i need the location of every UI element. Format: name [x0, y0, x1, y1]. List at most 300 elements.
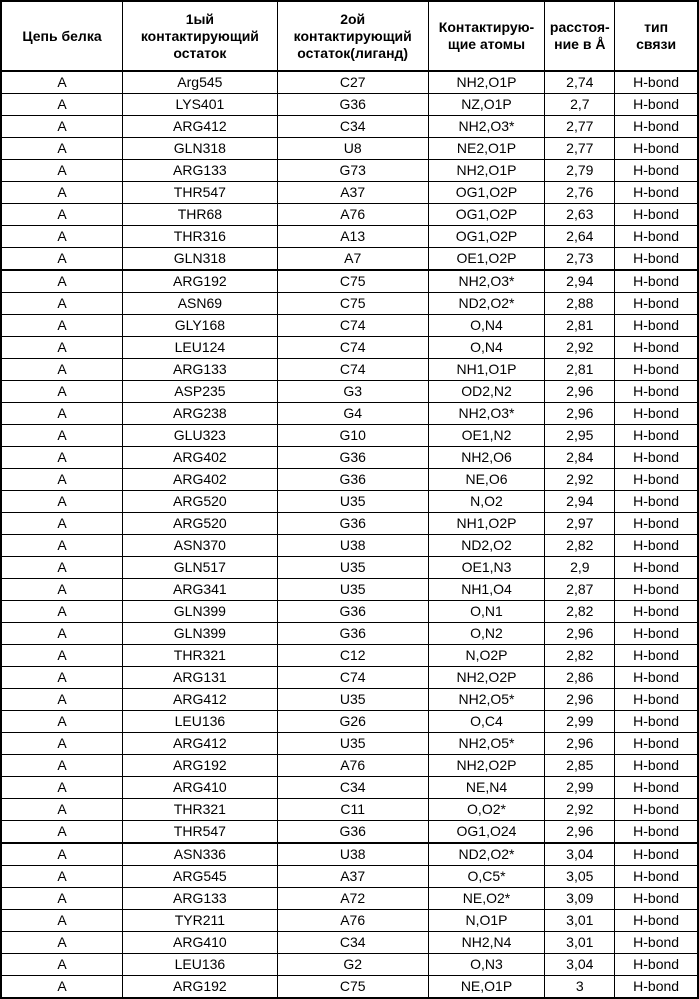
residue1-cell: TYR211: [123, 910, 278, 932]
residue2-cell: C75: [277, 270, 428, 293]
chain-cell: A: [1, 601, 123, 623]
residue2-cell: A76: [277, 910, 428, 932]
residue1-cell: ARG133: [123, 160, 278, 182]
distance-cell: 2,77: [545, 116, 615, 138]
chain-cell: A: [1, 293, 123, 315]
residue1-cell: ARG133: [123, 888, 278, 910]
distance-cell: 2,97: [545, 513, 615, 535]
chain-cell: A: [1, 381, 123, 403]
residue2-cell: G36: [277, 601, 428, 623]
atoms-cell: OD2,N2: [428, 381, 545, 403]
bond-type-cell: H-bond: [615, 226, 698, 248]
bond-type-cell: H-bond: [615, 689, 698, 711]
bond-type-cell: H-bond: [615, 755, 698, 777]
bond-type-cell: H-bond: [615, 910, 698, 932]
atoms-cell: NE2,O1P: [428, 138, 545, 160]
residue1-cell: ARG192: [123, 270, 278, 293]
atoms-cell: NH1,O4: [428, 579, 545, 601]
table-row: [1, 71, 698, 94]
table-row: [1, 160, 698, 182]
header-distance-label: расстоя-ние в Å: [549, 19, 610, 52]
header-bond-type: [615, 1, 698, 71]
chain-cell: A: [1, 226, 123, 248]
chain-cell: A: [1, 954, 123, 976]
chain-cell: A: [1, 799, 123, 821]
residue2-cell: C34: [277, 116, 428, 138]
residue2-cell: C11: [277, 799, 428, 821]
bond-type-cell: H-bond: [615, 447, 698, 469]
bond-type-cell: H-bond: [615, 711, 698, 733]
residue1-cell: GLU323: [123, 425, 278, 447]
atoms-cell: O,N1: [428, 601, 545, 623]
residue1-cell: ASN69: [123, 293, 278, 315]
residue2-cell: G36: [277, 447, 428, 469]
chain-cell: A: [1, 315, 123, 337]
residue2-cell: C27: [277, 71, 428, 94]
bond-type-cell: H-bond: [615, 359, 698, 381]
bond-type-cell: H-bond: [615, 403, 698, 425]
chain-cell: A: [1, 910, 123, 932]
atoms-cell: OG1,O2P: [428, 226, 545, 248]
residue1-cell: LEU124: [123, 337, 278, 359]
residue1-cell: ARG402: [123, 447, 278, 469]
distance-cell: 3: [545, 976, 615, 999]
residue1-cell: ARG410: [123, 777, 278, 799]
residue1-cell: ASP235: [123, 381, 278, 403]
residue1-cell: ASN370: [123, 535, 278, 557]
bond-type-cell: H-bond: [615, 777, 698, 799]
distance-cell: 2,63: [545, 204, 615, 226]
table-row: [1, 932, 698, 954]
atoms-cell: N,O2: [428, 491, 545, 513]
bond-type-cell: H-bond: [615, 888, 698, 910]
atoms-cell: NH2,O1P: [428, 71, 545, 94]
distance-cell: 2,99: [545, 777, 615, 799]
residue2-cell: G36: [277, 469, 428, 491]
table-row: [1, 689, 698, 711]
table-row: [1, 888, 698, 910]
distance-cell: 2,7: [545, 94, 615, 116]
distance-cell: 3,01: [545, 932, 615, 954]
bond-type-cell: H-bond: [615, 667, 698, 689]
atoms-cell: NH2,O5*: [428, 689, 545, 711]
atoms-cell: NH2,O2P: [428, 755, 545, 777]
atoms-cell: O,C5*: [428, 866, 545, 888]
residue1-cell: THR321: [123, 799, 278, 821]
atoms-cell: OE1,O2P: [428, 248, 545, 271]
table-row: [1, 579, 698, 601]
chain-cell: A: [1, 821, 123, 844]
residue2-cell: C34: [277, 777, 428, 799]
atoms-cell: NH2,O6: [428, 447, 545, 469]
table-row: [1, 866, 698, 888]
residue1-cell: ARG192: [123, 755, 278, 777]
chain-cell: A: [1, 623, 123, 645]
table-row: [1, 645, 698, 667]
chain-cell: A: [1, 976, 123, 999]
residue1-cell: LEU136: [123, 711, 278, 733]
table-row: [1, 403, 698, 425]
table-row: [1, 270, 698, 293]
distance-cell: 2,76: [545, 182, 615, 204]
header-residue2: [277, 1, 428, 71]
bond-type-cell: H-bond: [615, 270, 698, 293]
table-row: [1, 315, 698, 337]
chain-cell: A: [1, 359, 123, 381]
residue1-cell: ARG238: [123, 403, 278, 425]
residue1-cell: ARG412: [123, 689, 278, 711]
residue1-cell: ARG133: [123, 359, 278, 381]
residue1-cell: GLN318: [123, 138, 278, 160]
distance-cell: 2,74: [545, 71, 615, 94]
residue1-cell: ARG545: [123, 866, 278, 888]
distance-cell: 2,96: [545, 403, 615, 425]
distance-cell: 2,96: [545, 623, 615, 645]
chain-cell: A: [1, 843, 123, 866]
table-row: [1, 601, 698, 623]
distance-cell: 2,86: [545, 667, 615, 689]
table-row: [1, 557, 698, 579]
residue2-cell: C12: [277, 645, 428, 667]
residue1-cell: GLN399: [123, 623, 278, 645]
residue2-cell: C74: [277, 667, 428, 689]
table-row: [1, 381, 698, 403]
residue1-cell: LEU136: [123, 954, 278, 976]
chain-cell: A: [1, 866, 123, 888]
residue2-cell: G26: [277, 711, 428, 733]
residue1-cell: ARG192: [123, 976, 278, 999]
bond-type-cell: H-bond: [615, 557, 698, 579]
residue2-cell: C75: [277, 293, 428, 315]
distance-cell: 2,87: [545, 579, 615, 601]
bond-type-cell: H-bond: [615, 425, 698, 447]
atoms-cell: NH1,O2P: [428, 513, 545, 535]
header-bond-type-label: тип связи: [636, 19, 677, 52]
table-row: [1, 755, 698, 777]
distance-cell: 3,01: [545, 910, 615, 932]
chain-cell: A: [1, 204, 123, 226]
bond-type-cell: H-bond: [615, 601, 698, 623]
bond-type-cell: H-bond: [615, 116, 698, 138]
bond-type-cell: H-bond: [615, 160, 698, 182]
distance-cell: 2,77: [545, 138, 615, 160]
residue1-cell: LYS401: [123, 94, 278, 116]
distance-cell: 2,99: [545, 711, 615, 733]
bond-type-cell: H-bond: [615, 821, 698, 844]
atoms-cell: NH2,N4: [428, 932, 545, 954]
header-residue2-label: 2ой контактирующий остаток(лиганд): [293, 10, 412, 61]
header-row: [1, 1, 698, 71]
residue1-cell: ARG520: [123, 491, 278, 513]
table-row: [1, 843, 698, 866]
atoms-cell: OG1,O2P: [428, 204, 545, 226]
residue1-cell: GLN399: [123, 601, 278, 623]
atoms-cell: NZ,O1P: [428, 94, 545, 116]
residue1-cell: THR321: [123, 645, 278, 667]
residue1-cell: ASN336: [123, 843, 278, 866]
residue1-cell: Arg545: [123, 71, 278, 94]
table-row: [1, 182, 698, 204]
bond-type-cell: H-bond: [615, 623, 698, 645]
chain-cell: A: [1, 94, 123, 116]
atoms-cell: NE,N4: [428, 777, 545, 799]
table-row: [1, 821, 698, 844]
table-row: [1, 667, 698, 689]
table-row: [1, 623, 698, 645]
residue2-cell: U38: [277, 843, 428, 866]
bond-type-cell: H-bond: [615, 182, 698, 204]
header-atoms: [428, 1, 545, 71]
residue2-cell: U35: [277, 557, 428, 579]
atoms-cell: ND2,O2: [428, 535, 545, 557]
table-row: [1, 910, 698, 932]
atoms-cell: NH2,O2P: [428, 667, 545, 689]
chain-cell: A: [1, 535, 123, 557]
bond-type-cell: H-bond: [615, 337, 698, 359]
distance-cell: 2,84: [545, 447, 615, 469]
distance-cell: 2,94: [545, 491, 615, 513]
residue1-cell: THR547: [123, 182, 278, 204]
distance-cell: 2,85: [545, 755, 615, 777]
bond-type-cell: H-bond: [615, 248, 698, 271]
atoms-cell: OG1,O24: [428, 821, 545, 844]
distance-cell: 3,04: [545, 843, 615, 866]
distance-cell: 2,94: [545, 270, 615, 293]
chain-cell: A: [1, 138, 123, 160]
residue1-cell: ARG412: [123, 733, 278, 755]
chain-cell: A: [1, 182, 123, 204]
residue2-cell: A37: [277, 866, 428, 888]
residue1-cell: GLN517: [123, 557, 278, 579]
table-row: [1, 469, 698, 491]
header-residue1-label: 1ый контактирующий остаток: [140, 10, 259, 61]
table-row: [1, 138, 698, 160]
distance-cell: 2,92: [545, 337, 615, 359]
header-chain-label: Цепь белка: [22, 27, 102, 44]
chain-cell: A: [1, 447, 123, 469]
table-row: [1, 733, 698, 755]
residue2-cell: U35: [277, 579, 428, 601]
bond-type-cell: H-bond: [615, 315, 698, 337]
atoms-cell: NH2,O3*: [428, 270, 545, 293]
atoms-cell: OG1,O2P: [428, 182, 545, 204]
bond-type-cell: H-bond: [615, 866, 698, 888]
distance-cell: 2,96: [545, 733, 615, 755]
header-chain: [1, 1, 123, 71]
distance-cell: 3,04: [545, 954, 615, 976]
residue1-cell: ARG402: [123, 469, 278, 491]
table-row: [1, 204, 698, 226]
chain-cell: A: [1, 71, 123, 94]
residue2-cell: G36: [277, 94, 428, 116]
residue2-cell: A76: [277, 755, 428, 777]
atoms-cell: NH2,O5*: [428, 733, 545, 755]
bond-type-cell: H-bond: [615, 954, 698, 976]
table-row: [1, 337, 698, 359]
residue2-cell: G36: [277, 623, 428, 645]
bond-type-cell: H-bond: [615, 94, 698, 116]
chain-cell: A: [1, 248, 123, 271]
chain-cell: A: [1, 777, 123, 799]
bond-type-cell: H-bond: [615, 469, 698, 491]
chain-cell: A: [1, 689, 123, 711]
table-row: [1, 777, 698, 799]
atoms-cell: NH2,O3*: [428, 403, 545, 425]
bond-type-cell: H-bond: [615, 381, 698, 403]
table-row: [1, 293, 698, 315]
chain-cell: A: [1, 337, 123, 359]
residue1-cell: THR316: [123, 226, 278, 248]
chain-cell: A: [1, 116, 123, 138]
table-row: [1, 248, 698, 271]
atoms-cell: N,O2P: [428, 645, 545, 667]
residue2-cell: A76: [277, 204, 428, 226]
residue2-cell: C74: [277, 359, 428, 381]
bond-type-cell: H-bond: [615, 535, 698, 557]
header-residue1: [123, 1, 278, 71]
residue2-cell: C75: [277, 976, 428, 999]
chain-cell: A: [1, 513, 123, 535]
distance-cell: 3,09: [545, 888, 615, 910]
atoms-cell: O,N2: [428, 623, 545, 645]
atoms-cell: O,N4: [428, 315, 545, 337]
table-row: [1, 447, 698, 469]
distance-cell: 2,64: [545, 226, 615, 248]
atoms-cell: ND2,O2*: [428, 293, 545, 315]
table-body: [1, 71, 698, 998]
table-row: [1, 535, 698, 557]
bond-type-cell: H-bond: [615, 579, 698, 601]
residue2-cell: C74: [277, 337, 428, 359]
table-row: [1, 226, 698, 248]
residue2-cell: U8: [277, 138, 428, 160]
distance-cell: 2,96: [545, 689, 615, 711]
atoms-cell: OE1,N2: [428, 425, 545, 447]
residue1-cell: THR547: [123, 821, 278, 844]
chain-cell: A: [1, 888, 123, 910]
distance-cell: 2,82: [545, 601, 615, 623]
distance-cell: 2,9: [545, 557, 615, 579]
residue1-cell: GLN318: [123, 248, 278, 271]
table-row: [1, 491, 698, 513]
residue2-cell: G2: [277, 954, 428, 976]
distance-cell: 2,92: [545, 469, 615, 491]
residue2-cell: C34: [277, 932, 428, 954]
residue1-cell: ARG412: [123, 116, 278, 138]
distance-cell: 2,82: [545, 535, 615, 557]
table-row: [1, 954, 698, 976]
residue1-cell: ARG520: [123, 513, 278, 535]
residue2-cell: U35: [277, 491, 428, 513]
distance-cell: 2,92: [545, 799, 615, 821]
bond-type-cell: H-bond: [615, 293, 698, 315]
distance-cell: 2,95: [545, 425, 615, 447]
atoms-cell: NE,O2*: [428, 888, 545, 910]
residue2-cell: U35: [277, 689, 428, 711]
table-row: [1, 116, 698, 138]
residue2-cell: G10: [277, 425, 428, 447]
chain-cell: A: [1, 711, 123, 733]
table-row: [1, 513, 698, 535]
atoms-cell: N,O1P: [428, 910, 545, 932]
table-header: [1, 1, 698, 71]
residue2-cell: A37: [277, 182, 428, 204]
table-row: [1, 976, 698, 999]
residue1-cell: ARG131: [123, 667, 278, 689]
bond-type-cell: H-bond: [615, 843, 698, 866]
residue2-cell: G3: [277, 381, 428, 403]
table-row: [1, 94, 698, 116]
chain-cell: A: [1, 667, 123, 689]
residue2-cell: A13: [277, 226, 428, 248]
residue2-cell: G36: [277, 821, 428, 844]
chain-cell: A: [1, 755, 123, 777]
distance-cell: 2,96: [545, 821, 615, 844]
atoms-cell: ND2,O2*: [428, 843, 545, 866]
table-row: [1, 711, 698, 733]
table-row: [1, 799, 698, 821]
residue2-cell: G4: [277, 403, 428, 425]
residue2-cell: C74: [277, 315, 428, 337]
chain-cell: A: [1, 425, 123, 447]
bond-type-cell: H-bond: [615, 733, 698, 755]
chain-cell: A: [1, 733, 123, 755]
atoms-cell: O,N4: [428, 337, 545, 359]
distance-cell: 2,73: [545, 248, 615, 271]
bond-type-cell: H-bond: [615, 204, 698, 226]
bond-type-cell: H-bond: [615, 976, 698, 999]
residue1-cell: ARG410: [123, 932, 278, 954]
header-atoms-label: Контактирую-щие атомы: [438, 19, 535, 52]
chain-cell: A: [1, 932, 123, 954]
distance-cell: 2,82: [545, 645, 615, 667]
distance-cell: 2,88: [545, 293, 615, 315]
bond-type-cell: H-bond: [615, 138, 698, 160]
chain-cell: A: [1, 469, 123, 491]
chain-cell: A: [1, 270, 123, 293]
residue2-cell: A72: [277, 888, 428, 910]
table-row: [1, 425, 698, 447]
bond-type-cell: H-bond: [615, 71, 698, 94]
distance-cell: 2,96: [545, 381, 615, 403]
bond-type-cell: H-bond: [615, 799, 698, 821]
bond-type-cell: H-bond: [615, 513, 698, 535]
chain-cell: A: [1, 557, 123, 579]
residue2-cell: U35: [277, 733, 428, 755]
chain-cell: A: [1, 403, 123, 425]
atoms-cell: O,N3: [428, 954, 545, 976]
distance-cell: 2,81: [545, 359, 615, 381]
atoms-cell: NH2,O1P: [428, 160, 545, 182]
atoms-cell: NE,O6: [428, 469, 545, 491]
atoms-cell: NH2,O3*: [428, 116, 545, 138]
bond-type-cell: H-bond: [615, 932, 698, 954]
atoms-cell: NE,O1P: [428, 976, 545, 999]
residue2-cell: A7: [277, 248, 428, 271]
residue1-cell: THR68: [123, 204, 278, 226]
residue1-cell: ARG341: [123, 579, 278, 601]
chain-cell: A: [1, 491, 123, 513]
distance-cell: 2,79: [545, 160, 615, 182]
residue2-cell: G36: [277, 513, 428, 535]
atoms-cell: NH1,O1P: [428, 359, 545, 381]
atoms-cell: O,O2*: [428, 799, 545, 821]
atoms-cell: OE1,N3: [428, 557, 545, 579]
chain-cell: A: [1, 645, 123, 667]
distance-cell: 3,05: [545, 866, 615, 888]
residue2-cell: U38: [277, 535, 428, 557]
bond-type-cell: H-bond: [615, 491, 698, 513]
